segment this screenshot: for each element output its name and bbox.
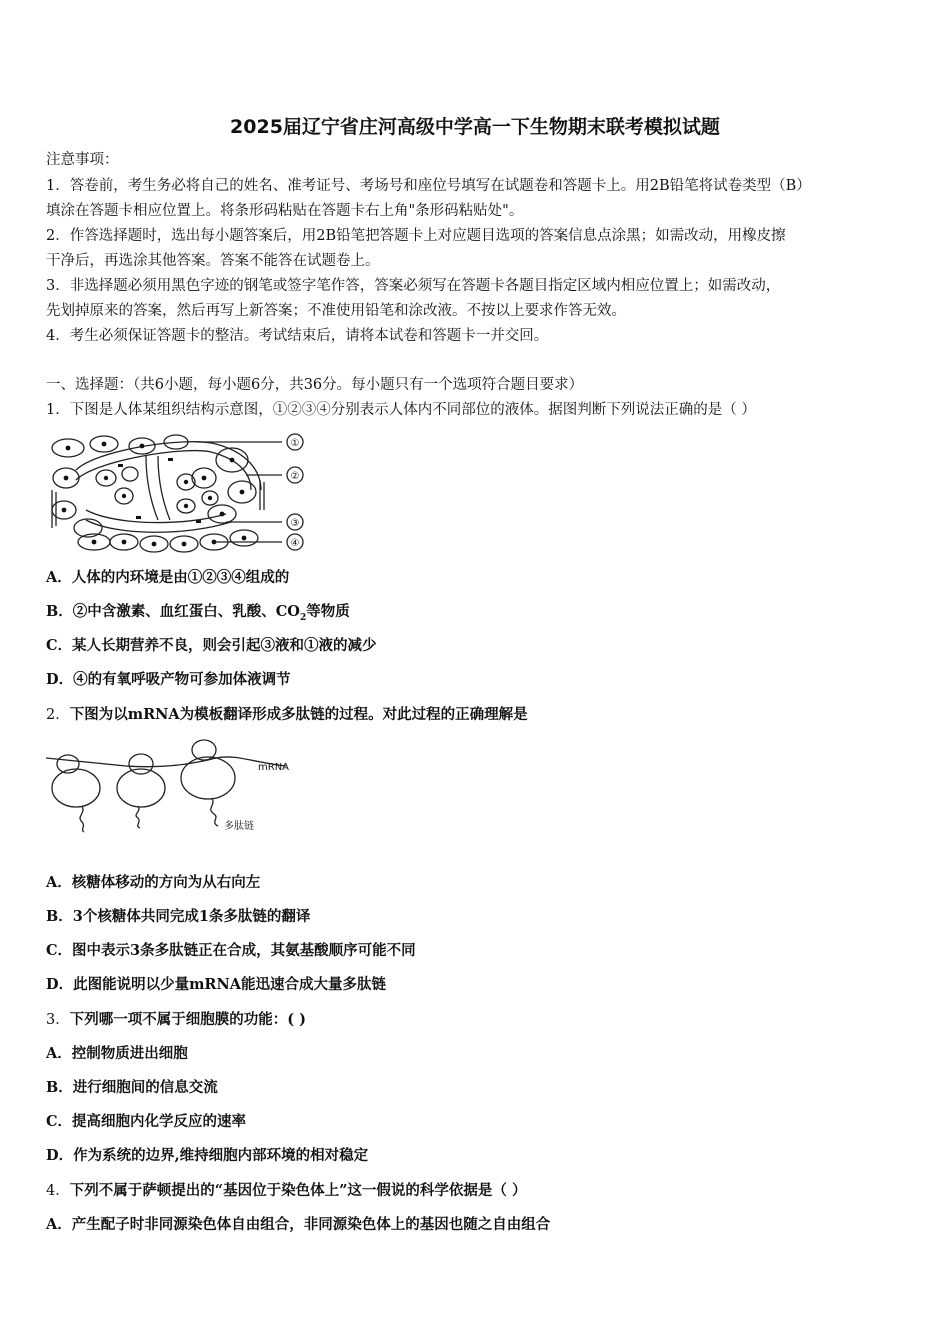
question-stem: 下列哪一项不属于细胞膜的功能：( ) (69, 1011, 307, 1028)
option-a: A．核糖体移动的方向为从右向左 (46, 874, 261, 891)
section-heading: 一、选择题：（共6小题，每小题6分，共36分。每小题只有一个选项符合题目要求） (46, 377, 584, 393)
option-c: C．提高细胞内化学反应的速率 (46, 1113, 247, 1130)
option-a: A．产生配子时非同源染色体自由组合，非同源染色体上的基因也随之自由组合 (46, 1216, 551, 1233)
tissue-diagram (46, 430, 316, 558)
option-d: D．④的有氧呼吸产物可参加体液调节 (46, 671, 291, 688)
diagram-label-4: ④ (290, 538, 300, 549)
question-number: 4． (46, 1183, 70, 1199)
option-d: D．作为系统的边界,维持细胞内部环境的相对稳定 (46, 1147, 369, 1164)
translation-diagram (46, 736, 306, 836)
diagram-label-3: ③ (290, 518, 300, 529)
option-c: C．某人长期营养不良，则会引起③液和①液的减少 (46, 637, 377, 654)
question-number: 3． (46, 1012, 70, 1028)
question-1 (46, 400, 916, 420)
question-stem: 下列不属于萨顿提出的“基因位于染色体上”这一假说的科学依据是（ ） (69, 1182, 527, 1199)
option-a: A．人体的内环境是由①②③④组成的 (46, 569, 290, 586)
diagram-label-2: ② (290, 471, 300, 482)
question-stem: 下图是人体某组织结构示意图，①②③④分别表示人体内不同部位的液体。据图判断下列说法正确的是（ ） (69, 402, 756, 418)
option-b: B．3个核糖体共同完成1条多肽链的翻译 (46, 908, 311, 925)
option-b: B．②中含激素、血红蛋白、乳酸、$CO_2$等物质 (46, 603, 350, 623)
page-title: 2025届辽宁省庄河高级中学高一下生物期末联考模拟试题 (230, 116, 720, 138)
option-a: A．控制物质进出细胞 (46, 1045, 188, 1062)
notice-heading: 注意事项： (46, 152, 119, 168)
option-d: D．此图能说明以少量mRNA能迅速合成大量多肽链 (46, 976, 386, 993)
notice-line: 3．非选择题必须用黑色字迹的钢笔或签字笔作答，答案必须写在答题卡各题目指定区域内相应位置上；如需改动， (46, 278, 781, 294)
peptide-label: 多肽链 (224, 821, 254, 832)
diagram-label-1: ① (290, 438, 300, 449)
mrna-label: mRNA (258, 762, 290, 773)
notice-line: 先划掉原来的答案，然后再写上新答案；不准使用铅笔和涂改液。不按以上要求作答无效。 (46, 303, 626, 319)
question-4 (46, 1181, 916, 1201)
question-number: 2． (46, 707, 70, 723)
question-3 (46, 1010, 916, 1030)
option-b: B．进行细胞间的信息交流 (46, 1079, 218, 1096)
notice-line: 填涂在答题卡相应位置上。将条形码粘贴在答题卡右上角"条形码粘贴处"。 (46, 203, 524, 219)
question-2 (46, 705, 916, 725)
notice-line: 4．考生必须保证答题卡的整洁。考试结束后，请将本试卷和答题卡一并交回。 (46, 328, 549, 344)
option-c: C．图中表示3条多肽链正在合成，其氨基酸顺序可能不同 (46, 942, 416, 959)
notice-line: 1．答卷前，考生务必将自己的姓名、准考证号、考场号和座位号填写在试题卷和答题卡上。用2B铅笔将试卷类型（B） (46, 178, 811, 194)
notice-line: 2．作答选择题时，选出每小题答案后，用2B铅笔把答题卡上对应题目选项的答案信息点涂黑；如需改动，用橡皮擦 (46, 228, 786, 244)
question-stem: 下图为以mRNA为模板翻译形成多肽链的过程。对此过程的正确理解是 (69, 706, 528, 723)
question-number: 1． (46, 402, 70, 418)
notice-line: 干净后，再选涂其他答案。答案不能答在试题卷上。 (46, 253, 380, 269)
